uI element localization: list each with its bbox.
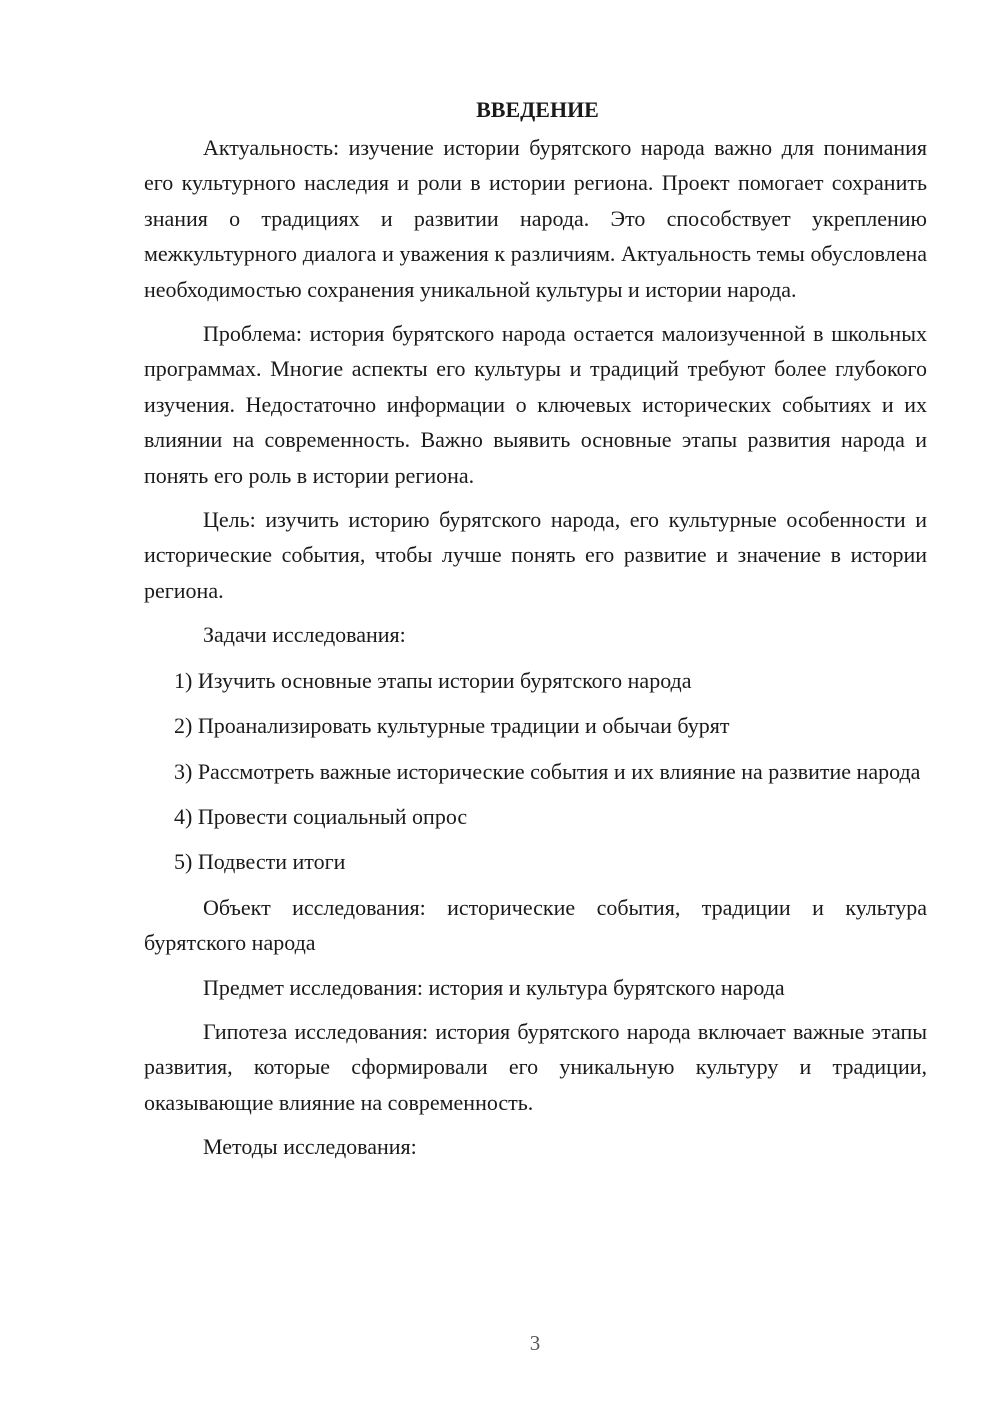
page-title: ВВЕДЕНИЕ (476, 97, 599, 122)
page-number: 3 (529, 1331, 541, 1355)
task-item-3: 3) Рассмотреть важные исторические события и их влияние на развитие народа (174, 758, 921, 784)
paragraph-object: Объект исследования: исторические события, традиции и культура бурятского народа (144, 894, 927, 956)
task-item-5: 5) Подвести итоги (174, 849, 346, 875)
task-item-4: 4) Провести социальный опрос (174, 803, 468, 829)
task-item-2: 2) Проанализировать культурные традиции и обычаи бурят (174, 713, 730, 739)
paragraph-hypothesis: Гипотеза исследования: история бурятского народа включает важные этапы развития, которые сформировали его уникальную культуру и традиции, оказывающие влияние на современность. (144, 1018, 927, 1115)
paragraph-subject: Предмет исследования: история и культура бурятского народа (203, 974, 785, 1000)
paragraph-problem: Проблема: история бурятского народа остается малоизученной в школьных программах. Многие аспекты его культуры и традиций требуют более глубокого изучения. Недостаточно информации о ключевых исторических событиях и их влиянии на современность. Важно выявить основные этапы развития народа и понять его роль в истории региона. (144, 321, 927, 488)
page-content (144, 92, 927, 1175)
task-item-1: 1) Изучить основные этапы истории бурятского народа (174, 667, 692, 693)
methods-heading: Методы исследования: (203, 1134, 417, 1160)
tasks-heading: Задачи исследования: (203, 622, 406, 648)
paragraph-goal: Цель: изучить историю бурятского народа, его культурные особенности и исторические события, чтобы лучше понять его развитие и значение в истории региона. (144, 507, 927, 603)
paragraph-relevance: Актуальность: изучение истории бурятского народа важно для понимания его культурного наследия и роли в истории региона. Проект помогает сохранить знания о традициях и развитии народа. Это способствует укреплению межкультурного диалога и уважения к различиям. Актуальность темы обусловлена необходимостью сохранения уникальной культуры и истории народа. (144, 135, 927, 302)
